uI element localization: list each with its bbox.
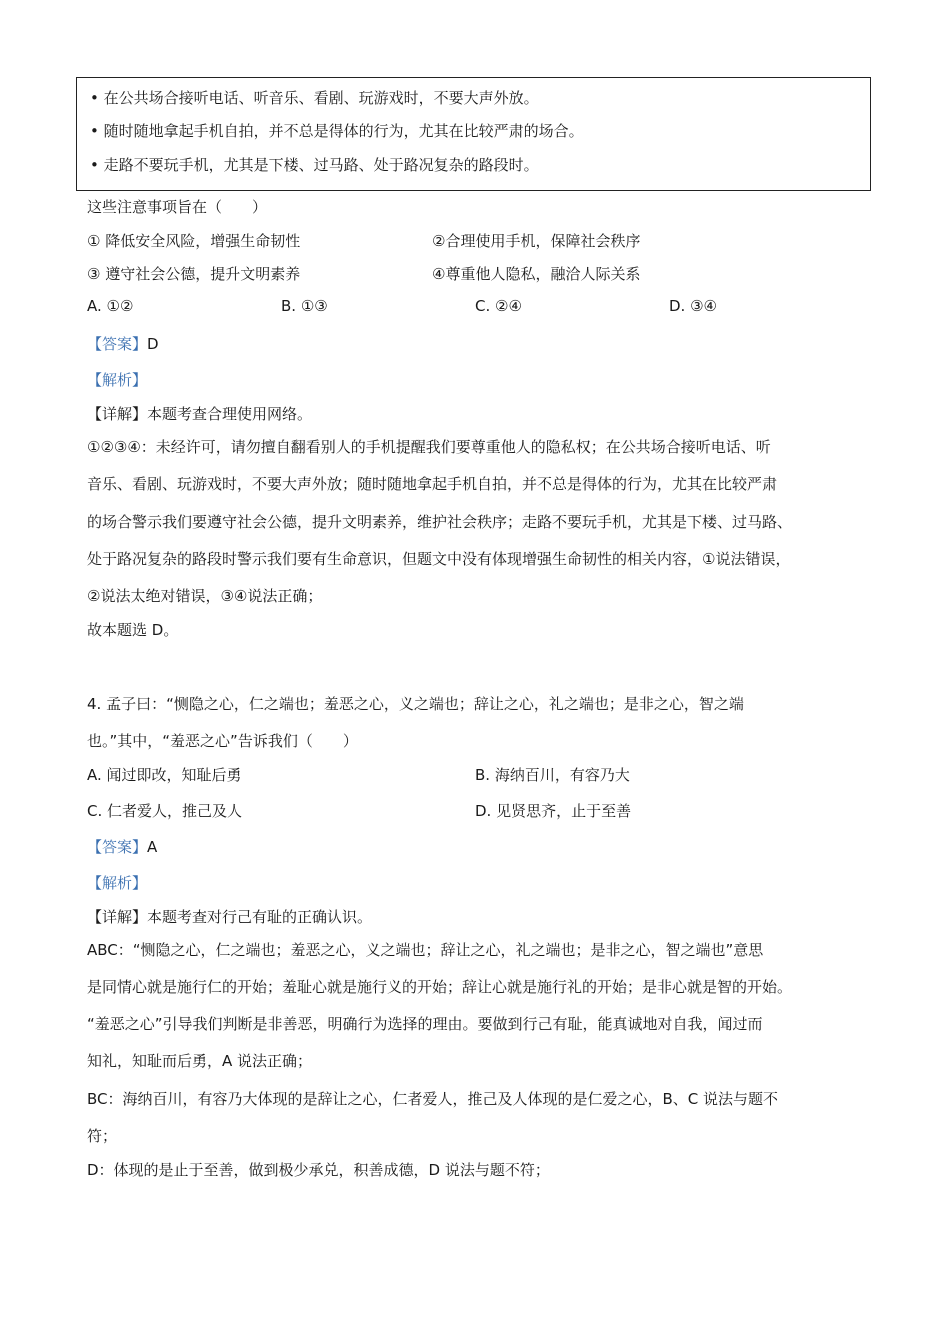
explanation-line: 知礼，知耻而后勇，A 说法正确； [87,1052,313,1070]
explanation-line: 是同情心就是施行仁的开始；羞耻心就是施行义的开始；辞让心就是施行礼的开始；是非心就是智的开始。 [87,978,793,996]
statement: ① 降低安全风险，增强生命韧性 [87,232,301,250]
option-d: D. 见贤思齐，止于至善 [475,802,632,820]
explanation-line: 符； [87,1127,118,1145]
option-a: A. ①② [87,297,134,315]
box-item: • 走路不要玩手机，尤其是下楼、过马路、处于路况复杂的路段时。 [90,156,539,174]
explanation-line: ①②③④：未经许可，请勿擅自翻看别人的手机提醒我们要尊重他人的隐私权；在公共场合接听电话、听 [87,438,771,456]
analysis-tag: 【解析】 [87,874,148,892]
explanation-line: BC：海纳百川，有容乃大体现的是辞让之心，仁者爱人，推己及人体现的是仁爱之心，B、C 说法与题不 [87,1090,779,1108]
answer-value: D [147,335,159,353]
option-b: B. 海纳百川，有容乃大 [475,766,630,784]
question-stem: 也。”其中，“羞恶之心”告诉我们（ ） [87,732,358,750]
option-c: C. ②④ [475,297,522,315]
question-stem: 这些注意事项旨在（ ） [87,198,268,216]
answer-line [87,333,159,354]
explanation-line: ABC：“恻隐之心，仁之端也；羞恶之心，义之端也；辞让之心，礼之端也；是非之心，智之端也”意思 [87,941,764,959]
statement: ④尊重他人隐私，融洽人际关系 [432,265,641,283]
answer-value: A [147,838,158,856]
explanation-line: “羞恶之心”引导我们判断是非善恶，明确行为选择的理由。要做到行己有耻，能真诚地对自我，闻过而 [87,1015,763,1033]
explanation-line: D：体现的是止于至善，做到极少承兑，积善成德，D 说法与题不符； [87,1161,550,1179]
option-c: C. 仁者爱人，推己及人 [87,802,243,820]
explanation-line: 故本题选 D。 [87,621,179,639]
box-item: • 随时随地拿起手机自拍，并不总是得体的行为，尤其在比较严肃的场合。 [90,122,584,140]
option-d: D. ③④ [669,297,717,315]
explanation-line: 音乐、看剧、玩游戏时，不要大声外放；随时随地拿起手机自拍，并不总是得体的行为，尤其在比较严肃 [87,475,778,493]
analysis-tag: 【解析】 [87,371,148,389]
explanation-line: 处于路况复杂的路段时警示我们要有生命意识，但题文中没有体现增强生命韧性的相关内容，①说法错误， [87,550,791,568]
detail-heading: 【详解】本题考查合理使用网络。 [87,405,313,423]
option-b: B. ①③ [281,297,328,315]
question-stem: 4. 孟子曰：“恻隐之心，仁之端也；羞恶之心，义之端也；辞让之心，礼之端也；是非之心，智之端 [87,695,744,713]
statement: ③ 遵守社会公德，提升文明素养 [87,265,301,283]
detail-heading: 【详解】本题考查对行己有耻的正确认识。 [87,908,373,926]
option-a: A. 闻过即改，知耻后勇 [87,766,242,784]
answer-tag: 【答案】 [87,838,148,856]
explanation-line: ②说法太绝对错误，③④说法正确； [87,587,323,605]
answer-tag: 【答案】 [87,335,148,353]
statement: ②合理使用手机，保障社会秩序 [432,232,641,250]
box-item: • 在公共场合接听电话、听音乐、看剧、玩游戏时，不要大声外放。 [90,89,539,107]
explanation-line: 的场合警示我们要遵守社会公德，提升文明素养，维护社会秩序；走路不要玩手机，尤其是下楼、过马路、 [87,513,793,531]
answer-line [87,836,157,857]
